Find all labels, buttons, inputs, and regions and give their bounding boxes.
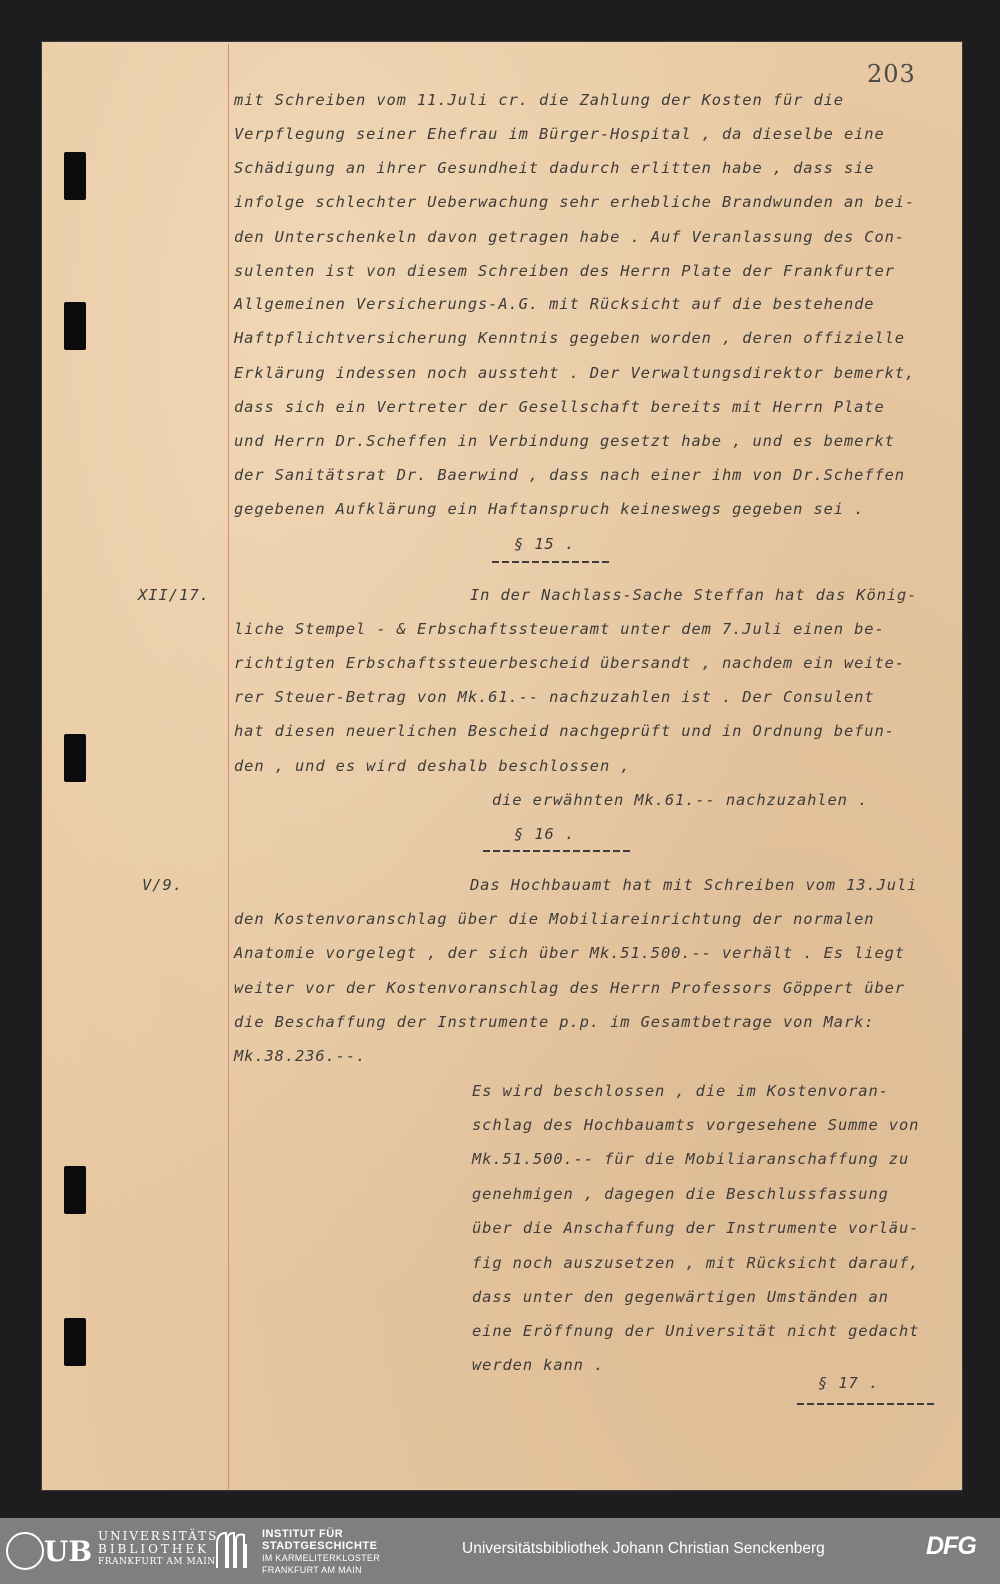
punch-hole bbox=[64, 1166, 86, 1214]
text-line: den Unterschenkeln davon getragen habe . Auf Veranlassung des Con- bbox=[234, 228, 905, 246]
institute-wordmark-line: INSTITUT FÜR bbox=[262, 1528, 344, 1540]
text-line: dass sich ein Vertreter der Gesellschaft bereits mit Herrn Plate bbox=[234, 398, 885, 416]
institute-wordmark-line: FRANKFURT AM MAIN bbox=[262, 1565, 362, 1575]
text-line: die erwähnten Mk.61.-- nachzuzahlen . bbox=[492, 791, 869, 809]
text-line: werden kann . bbox=[472, 1356, 605, 1374]
text-line: Allgemeinen Versicherungs-A.G. mit Rücksicht auf die bestehende bbox=[234, 295, 875, 313]
text-line: rer Steuer-Betrag von Mk.61.-- nachzuzahlen ist . Der Consulent bbox=[234, 688, 875, 706]
punch-hole bbox=[64, 302, 86, 350]
text-line: Verpflegung seiner Ehefrau im Bürger-Hospital , da dieselbe eine bbox=[234, 125, 885, 143]
section-underline bbox=[797, 1403, 937, 1405]
ub-wordmark-line: BIBLIOTHEK bbox=[98, 1542, 210, 1556]
text-line: der Sanitätsrat Dr. Baerwind , dass nach einer ihm von Dr.Scheffen bbox=[234, 466, 905, 484]
ub-logo: UB bbox=[43, 1535, 92, 1568]
section-mark: § 16 . bbox=[514, 825, 575, 843]
text-line: eine Eröffnung der Universität nicht gedacht bbox=[472, 1322, 920, 1340]
text-line: Es wird beschlossen , die im Kostenvoran- bbox=[472, 1082, 889, 1100]
text-line: In der Nachlass-Sache Steffan hat das König- bbox=[470, 586, 918, 604]
institute-wordmark-line: IM KARMELITERKLOSTER bbox=[262, 1553, 381, 1563]
text-line: weiter vor der Kostenvoranschlag des Herrn Professors Göppert über bbox=[234, 979, 905, 997]
margin-rule bbox=[228, 44, 229, 1490]
text-line: Erklärung indessen noch aussteht . Der Verwaltungsdirektor bemerkt, bbox=[234, 364, 916, 382]
text-line: mit Schreiben vom 11.Juli cr. die Zahlung der Kosten für die bbox=[234, 91, 844, 109]
text-line: Mk.51.500.-- für die Mobiliaranschaffung zu bbox=[472, 1150, 910, 1168]
ub-wordmark bbox=[98, 1530, 218, 1569]
text-line: schlag des Hochbauamts vorgesehene Summe von bbox=[472, 1116, 920, 1134]
dfg-logo: DFG bbox=[926, 1532, 976, 1560]
page-number: 203 bbox=[867, 60, 916, 88]
text-line: dass unter den gegenwärtigen Umständen an bbox=[472, 1288, 889, 1306]
punch-hole bbox=[64, 1318, 86, 1366]
section-underline bbox=[492, 561, 610, 563]
text-line: liche Stempel - & Erbschaftssteueramt unter dem 7.Juli einen be- bbox=[234, 620, 885, 638]
institute-wordmark bbox=[262, 1528, 380, 1576]
section-mark: § 17 . bbox=[818, 1374, 879, 1392]
library-caption: Universitätsbibliothek Johann Christian Senckenberg bbox=[462, 1540, 825, 1557]
text-line: Anatomie vorgelegt , der sich über Mk.51.500.-- verhält . Es liegt bbox=[234, 944, 905, 962]
text-line: infolge schlechter Ueberwachung sehr erhebliche Brandwunden an bei- bbox=[234, 193, 916, 211]
text-line: den Kostenvoranschlag über die Mobiliareinrichtung der normalen bbox=[234, 910, 875, 928]
text-line: den , und es wird deshalb beschlossen , bbox=[234, 757, 631, 775]
section-mark: § 15 . bbox=[514, 535, 575, 553]
text-line: über die Anschaffung der Instrumente vorläu- bbox=[472, 1219, 920, 1237]
text-line: gegebenen Aufklärung ein Haftanspruch keineswegs gegeben sei . bbox=[234, 500, 865, 518]
text-line: Mk.38.236.--. bbox=[234, 1047, 367, 1065]
text-line: Haftpflichtversicherung Kenntnis gegeben worden , deren offizielle bbox=[234, 329, 905, 347]
text-line: Schädigung an ihrer Gesundheit dadurch erlitten habe , dass sie bbox=[234, 159, 875, 177]
institute-wordmark-line: STADTGESCHICHTE bbox=[262, 1540, 378, 1552]
margin-note: XII/17. bbox=[138, 586, 210, 604]
text-line: hat diesen neuerlichen Bescheid nachgeprüft und in Ordnung befun- bbox=[234, 722, 895, 740]
punch-hole bbox=[64, 152, 86, 200]
footer-bar bbox=[0, 1518, 1000, 1584]
building-icon bbox=[214, 1530, 250, 1570]
margin-note: V/9. bbox=[142, 876, 184, 894]
text-line: sulenten ist von diesem Schreiben des Herrn Plate der Frankfurter bbox=[234, 262, 895, 280]
section-underline bbox=[483, 850, 633, 852]
ub-wordmark-line: FRANKFURT AM MAIN bbox=[98, 1557, 216, 1567]
text-line: und Herrn Dr.Scheffen in Verbindung gesetzt habe , und es bemerkt bbox=[234, 432, 895, 450]
text-line: Das Hochbauamt hat mit Schreiben vom 13.Juli bbox=[470, 876, 918, 894]
text-line: richtigten Erbschaftssteuerbescheid übersandt , nachdem ein weite- bbox=[234, 654, 905, 672]
punch-hole bbox=[64, 734, 86, 782]
ub-wordmark-line: UNIVERSITÄTS bbox=[98, 1529, 219, 1543]
text-line: genehmigen , dagegen die Beschlussfassung bbox=[472, 1185, 889, 1203]
text-line: fig noch auszusetzen , mit Rücksicht darauf, bbox=[472, 1254, 920, 1272]
text-line: die Beschaffung der Instrumente p.p. im Gesamtbetrage von Mark: bbox=[234, 1013, 875, 1031]
